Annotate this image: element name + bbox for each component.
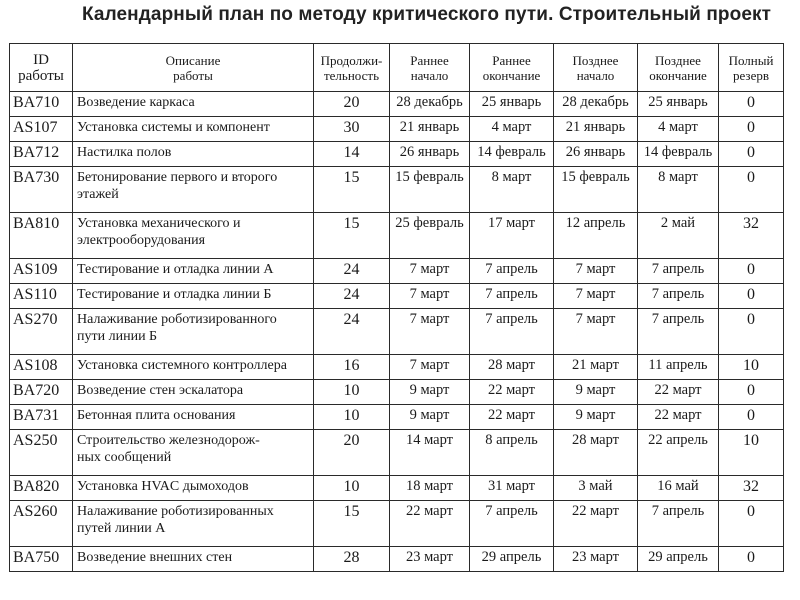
early-start: 9 март <box>390 405 470 430</box>
column-header-total-slack <box>719 44 784 92</box>
column-header-line: ID <box>33 52 49 68</box>
task-duration: 15 <box>314 167 390 213</box>
column-header-line: начало <box>576 68 615 83</box>
schedule-table <box>9 43 784 572</box>
table-row <box>10 309 784 355</box>
task-id: AS110 <box>10 284 73 309</box>
total-slack: 0 <box>719 117 784 142</box>
early-finish: 8 март <box>470 167 554 213</box>
column-header-duration <box>314 44 390 92</box>
task-id: AS107 <box>10 117 73 142</box>
task-description-line: ных сообщений <box>77 450 172 465</box>
late-finish: 7 апрель <box>638 309 719 355</box>
early-start: 7 март <box>390 284 470 309</box>
early-start: 23 март <box>390 547 470 572</box>
task-description <box>73 92 314 117</box>
task-description <box>73 355 314 380</box>
column-header-id <box>10 44 73 92</box>
task-description <box>73 430 314 476</box>
task-duration: 10 <box>314 380 390 405</box>
task-description <box>73 501 314 547</box>
table-body <box>10 92 784 572</box>
task-description-line: Настилка полов <box>77 145 172 160</box>
page-title: Календарный план по методу критического пути. Строительный проект <box>82 4 771 25</box>
column-header-line: Позднее <box>572 53 619 68</box>
late-finish: 4 март <box>638 117 719 142</box>
column-header-line: Продолжи- <box>320 53 383 68</box>
late-start: 22 март <box>554 501 638 547</box>
early-start: 26 январь <box>390 142 470 167</box>
late-start: 26 январь <box>554 142 638 167</box>
task-id: AS260 <box>10 501 73 547</box>
task-id: AS109 <box>10 259 73 284</box>
total-slack: 0 <box>719 309 784 355</box>
task-description-line: Возведение внешних стен <box>77 550 233 565</box>
task-description-line: Установка системного контроллера <box>77 358 287 373</box>
task-description-line: электрооборудования <box>77 233 206 248</box>
early-finish: 8 апрель <box>470 430 554 476</box>
early-finish: 14 февраль <box>470 142 554 167</box>
table-row <box>10 430 784 476</box>
task-description <box>73 405 314 430</box>
total-slack: 10 <box>719 355 784 380</box>
task-description <box>73 167 314 213</box>
late-finish: 7 апрель <box>638 284 719 309</box>
late-start: 28 декабрь <box>554 92 638 117</box>
column-header-line: работы <box>18 68 64 84</box>
late-start: 9 март <box>554 405 638 430</box>
task-id: BA810 <box>10 213 73 259</box>
table-row <box>10 117 784 142</box>
task-description-line: пути линии Б <box>77 329 158 344</box>
task-description <box>73 476 314 501</box>
total-slack: 0 <box>719 142 784 167</box>
column-header-line: Раннее <box>492 53 531 68</box>
task-description-line: Установка HVAC дымоходов <box>77 479 249 494</box>
column-header-line: Позднее <box>655 53 701 68</box>
table-row <box>10 92 784 117</box>
early-start: 9 март <box>390 380 470 405</box>
early-start: 22 март <box>390 501 470 547</box>
early-finish: 7 апрель <box>470 284 554 309</box>
late-start: 9 март <box>554 380 638 405</box>
column-header-line: работы <box>173 68 213 83</box>
late-start: 21 март <box>554 355 638 380</box>
task-duration: 28 <box>314 547 390 572</box>
early-start: 18 март <box>390 476 470 501</box>
early-finish: 7 апрель <box>470 309 554 355</box>
column-header-line: тельность <box>323 68 380 83</box>
total-slack: 0 <box>719 167 784 213</box>
task-duration: 15 <box>314 501 390 547</box>
task-id: BA712 <box>10 142 73 167</box>
task-duration: 24 <box>314 259 390 284</box>
early-finish: 7 апрель <box>470 501 554 547</box>
table-row <box>10 142 784 167</box>
task-description <box>73 380 314 405</box>
task-description-line: путей линии А <box>77 521 166 536</box>
table-row <box>10 213 784 259</box>
task-duration: 15 <box>314 213 390 259</box>
task-duration: 20 <box>314 92 390 117</box>
early-finish: 28 март <box>470 355 554 380</box>
late-finish: 14 февраль <box>638 142 719 167</box>
task-id: AS250 <box>10 430 73 476</box>
late-finish: 8 март <box>638 167 719 213</box>
early-finish: 22 март <box>470 380 554 405</box>
late-finish: 25 январь <box>638 92 719 117</box>
task-description-line: Возведение каркаса <box>77 95 195 110</box>
task-description-line: этажей <box>77 187 119 202</box>
column-header-line: Полный <box>728 53 774 68</box>
early-start: 14 март <box>390 430 470 476</box>
table-row <box>10 284 784 309</box>
early-start: 21 январь <box>390 117 470 142</box>
column-header-line: Раннее <box>410 53 449 68</box>
total-slack: 0 <box>719 547 784 572</box>
early-finish: 7 апрель <box>470 259 554 284</box>
early-finish: 4 март <box>470 117 554 142</box>
early-start: 7 март <box>390 309 470 355</box>
early-finish: 31 март <box>470 476 554 501</box>
late-finish: 2 май <box>638 213 719 259</box>
task-duration: 14 <box>314 142 390 167</box>
task-duration: 24 <box>314 284 390 309</box>
table-row <box>10 259 784 284</box>
late-finish: 16 май <box>638 476 719 501</box>
early-finish: 22 март <box>470 405 554 430</box>
task-description <box>73 117 314 142</box>
late-start: 15 февраль <box>554 167 638 213</box>
early-start: 15 февраль <box>390 167 470 213</box>
task-description-line: Налаживание роботизированного <box>77 312 277 327</box>
total-slack: 0 <box>719 501 784 547</box>
late-start: 12 апрель <box>554 213 638 259</box>
late-finish: 11 апрель <box>638 355 719 380</box>
column-header-late-start <box>554 44 638 92</box>
task-duration: 30 <box>314 117 390 142</box>
table-row <box>10 547 784 572</box>
task-description-line: Установка системы и компонент <box>77 120 270 135</box>
task-description-line: Налаживание роботизированных <box>77 504 274 519</box>
late-start: 3 май <box>554 476 638 501</box>
column-header-line: окончание <box>649 68 707 83</box>
task-description <box>73 213 314 259</box>
task-description-line: Тестирование и отладка линии А <box>77 262 274 277</box>
late-start: 7 март <box>554 284 638 309</box>
task-id: BA710 <box>10 92 73 117</box>
task-id: BA731 <box>10 405 73 430</box>
late-start: 23 март <box>554 547 638 572</box>
late-finish: 7 апрель <box>638 501 719 547</box>
late-finish: 7 апрель <box>638 259 719 284</box>
task-description-line: Возведение стен эскалатора <box>77 383 244 398</box>
late-start: 21 январь <box>554 117 638 142</box>
task-description <box>73 309 314 355</box>
total-slack: 10 <box>719 430 784 476</box>
task-description-line: Тестирование и отладка линии Б <box>77 287 272 302</box>
table-header-row <box>10 44 784 92</box>
late-finish: 22 март <box>638 405 719 430</box>
table-row <box>10 501 784 547</box>
early-finish: 25 январь <box>470 92 554 117</box>
late-start: 7 март <box>554 309 638 355</box>
column-header-early-finish <box>470 44 554 92</box>
late-start: 28 март <box>554 430 638 476</box>
total-slack: 0 <box>719 92 784 117</box>
column-header-late-finish <box>638 44 719 92</box>
late-finish: 22 апрель <box>638 430 719 476</box>
column-header-early-start <box>390 44 470 92</box>
task-description-line: Строительство железнодорож- <box>77 433 260 448</box>
early-start: 7 март <box>390 259 470 284</box>
task-id: AS270 <box>10 309 73 355</box>
table-row <box>10 476 784 501</box>
early-start: 28 декабрь <box>390 92 470 117</box>
total-slack: 0 <box>719 259 784 284</box>
task-description <box>73 547 314 572</box>
early-start: 7 март <box>390 355 470 380</box>
table-row <box>10 405 784 430</box>
early-start: 25 февраль <box>390 213 470 259</box>
table-row <box>10 355 784 380</box>
early-finish: 29 апрель <box>470 547 554 572</box>
total-slack: 0 <box>719 284 784 309</box>
task-description-line: Установка механического и <box>77 216 241 231</box>
column-header-line: окончание <box>482 68 541 83</box>
late-finish: 29 апрель <box>638 547 719 572</box>
task-duration: 10 <box>314 476 390 501</box>
task-id: AS108 <box>10 355 73 380</box>
task-duration: 24 <box>314 309 390 355</box>
late-finish: 22 март <box>638 380 719 405</box>
task-description <box>73 259 314 284</box>
total-slack: 32 <box>719 213 784 259</box>
column-header-line: резерв <box>733 68 769 83</box>
early-finish: 17 март <box>470 213 554 259</box>
task-id: BA820 <box>10 476 73 501</box>
table-row <box>10 167 784 213</box>
task-id: BA750 <box>10 547 73 572</box>
task-description <box>73 142 314 167</box>
task-description <box>73 284 314 309</box>
late-start: 7 март <box>554 259 638 284</box>
task-duration: 16 <box>314 355 390 380</box>
task-description-line: Бетонная плита основания <box>77 408 236 423</box>
column-header-line: начало <box>410 68 449 83</box>
total-slack: 0 <box>719 405 784 430</box>
task-duration: 20 <box>314 430 390 476</box>
task-id: BA730 <box>10 167 73 213</box>
task-description-line: Бетонирование первого и второго <box>77 170 278 185</box>
task-id: BA720 <box>10 380 73 405</box>
task-duration: 10 <box>314 405 390 430</box>
column-header-line: Описание <box>165 53 221 68</box>
column-header-description <box>73 44 314 92</box>
total-slack: 0 <box>719 380 784 405</box>
table-row <box>10 380 784 405</box>
total-slack: 32 <box>719 476 784 501</box>
